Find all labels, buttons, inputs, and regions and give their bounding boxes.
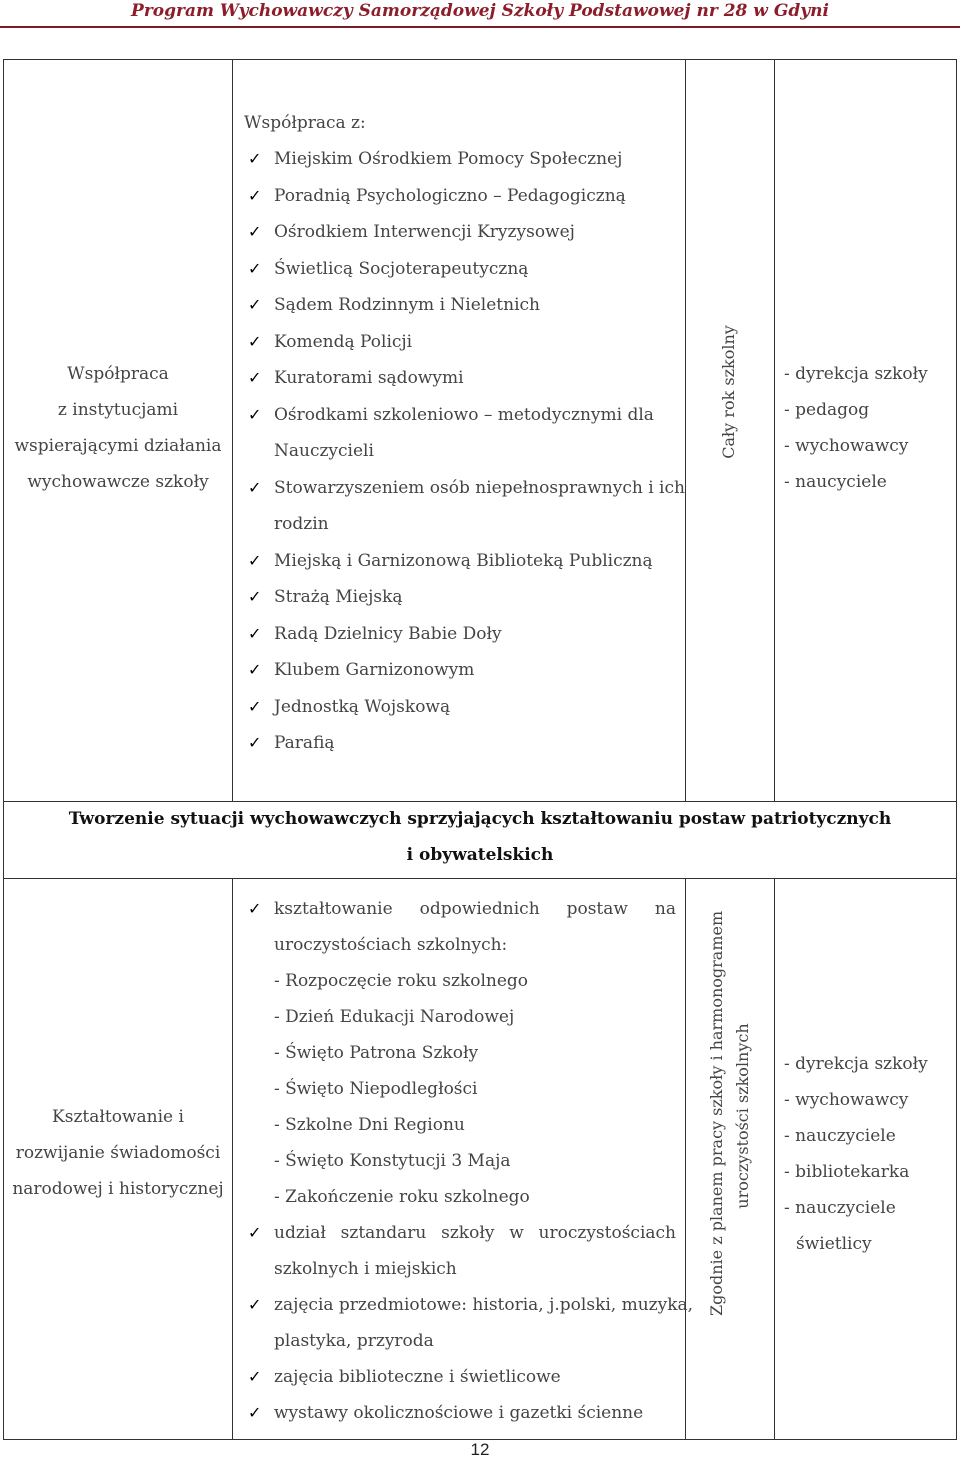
subitem: - Święto Niepodległości [274,1079,478,1099]
row2-divider-3 [774,878,775,1440]
page-header [0,0,960,28]
row1-term: Cały rok szkolny [719,325,738,459]
list-item-continuation: Nauczycieli [274,441,374,461]
check-icon: ✓ [248,587,262,606]
activity-continuation: plastyka, przyroda [274,1331,434,1351]
row2-area-line: Kształtowanie i [52,1107,184,1127]
check-icon: ✓ [248,550,262,570]
list-item: ✓ Ośrodkami szkoleniowo – metodycznymi dla [244,397,685,434]
check-icon: ✓ [248,660,262,679]
person-item: - pedagog [784,400,870,420]
check-icon: ✓ [248,404,262,424]
list-item: ✓ Radą Dzielnicy Babie Doły [244,616,685,653]
check-icon: ✓ [248,1223,262,1242]
row1-area-line: wspierającymi działania [14,436,222,456]
row2-area [4,1099,232,1207]
list-item: ✓ Stowarzyszeniem osób niepełnosprawnych i ich [244,470,685,507]
list-item: ✓ Jednostką Wojskową [244,689,685,726]
activity-item: ✓ udział sztandaru szkoły w uroczystościach [244,1215,676,1251]
header-title: Program Wychowawczy Samorządowej Szkoły Podstawowej nr 28 w Gdyni [131,1,829,21]
list-item: ✓ Miejską i Garnizonową Biblioteką Publiczną [244,543,685,580]
check-icon: ✓ [248,222,262,241]
person-item: - wychowawcy [784,1090,909,1110]
page-number: 12 [470,1440,490,1459]
person-item: świetlicy [796,1234,872,1254]
list-item-continuation: rodzin [274,514,329,534]
row2-persons [784,1046,928,1262]
list-item: ✓ Parafią [244,725,685,762]
subitem: - Święto Patrona Szkoły [274,1043,479,1063]
activity-continuation: uroczystościach szkolnych: [274,935,508,955]
check-icon: ✓ [248,899,262,918]
row1-intro: Współpraca z: [244,113,366,133]
row1-area-line: z instytucjami [57,400,179,420]
row1-divider-1 [232,59,233,801]
check-icon: ✓ [248,295,262,314]
row1-institution-list [244,141,685,762]
check-icon: ✓ [248,368,262,387]
subitem: - Zakończenie roku szkolnego [274,1187,530,1207]
activity-item: ✓ kształtowanie odpowiednich postaw na [244,891,676,927]
row2-term-line1: Zgodnie z planem pracy szkoły i harmonogramem [707,910,726,1316]
row1-area-line: Współpraca [67,364,169,384]
row1-divider-2 [685,59,686,801]
row2-term [704,910,756,1316]
person-item: - naucyciele [784,472,887,492]
list-item: ✓ Ośrodkiem Interwencji Kryzysowej [244,214,685,251]
activity-continuation: szkolnych i miejskich [274,1259,457,1279]
row1-divider-3 [774,59,775,801]
list-item: ✓ Kuratorami sądowymi [244,360,685,397]
header-rule [0,26,960,28]
person-item: - nauczyciele [784,1126,896,1146]
check-icon: ✓ [248,733,262,752]
list-item: ✓ Komendą Policji [244,324,685,361]
list-item: ✓ Strażą Miejską [244,579,685,616]
activity-item: ✓ wystawy okolicznościowe i gazetki ścienne [244,1395,676,1431]
section-title-line1: Tworzenie sytuacji wychowawczych sprzyjających kształtowaniu postaw patriotycznych [68,809,892,829]
row2-divider-2 [685,878,686,1440]
check-icon: ✓ [248,696,262,716]
list-item: ✓ Poradnią Psychologiczno – Pedagogiczną [244,178,685,215]
row2-activities [244,891,694,1431]
row2-divider-1 [232,878,233,1440]
section-title-line2: i obywatelskich [406,845,554,865]
list-item: ✓ Klubem Garnizonowym [244,652,685,689]
list-item: ✓ Świetlicą Socjoterapeutyczną [244,251,685,288]
row2-area-line: rozwijanie świadomości [15,1143,221,1163]
check-icon: ✓ [248,185,262,205]
check-icon: ✓ [248,477,262,497]
row1-area-line: wychowawcze szkoły [27,472,209,492]
list-item: ✓ Miejskim Ośrodkiem Pomocy Społecznej [244,141,685,178]
person-item: - wychowawcy [784,436,909,456]
check-icon: ✓ [248,149,262,168]
section-bottom-rule [3,878,957,879]
person-item: - dyrekcja szkoły [784,1054,928,1074]
row1-area [4,356,232,500]
check-icon: ✓ [248,331,262,351]
row2-area-line: narodowej i historycznej [12,1179,224,1199]
list-item: ✓ Sądem Rodzinnym i Nieletnich [244,287,685,324]
activity-item: ✓ zajęcia biblioteczne i świetlicowe [244,1359,676,1395]
person-item: - nauczyciele [784,1198,896,1218]
subitem: - Dzień Edukacji Narodowej [274,1007,515,1027]
subitem: - Święto Konstytucji 3 Maja [274,1151,511,1171]
subitem: - Szkolne Dni Regionu [274,1115,465,1135]
check-icon: ✓ [248,623,262,643]
check-icon: ✓ [248,1295,262,1314]
check-icon: ✓ [248,258,262,278]
person-item: - bibliotekarka [784,1162,910,1182]
person-item: - dyrekcja szkoły [784,364,928,384]
row2-term-line2: uroczystości szkolnych [733,1023,752,1209]
check-icon: ✓ [248,1367,262,1386]
subitem: - Rozpoczęcie roku szkolnego [274,971,529,991]
activity-item: ✓ zajęcia przedmiotowe: historia, j.polski, muzyka, [244,1287,676,1323]
row1-persons [784,356,928,500]
check-icon: ✓ [248,1403,262,1422]
